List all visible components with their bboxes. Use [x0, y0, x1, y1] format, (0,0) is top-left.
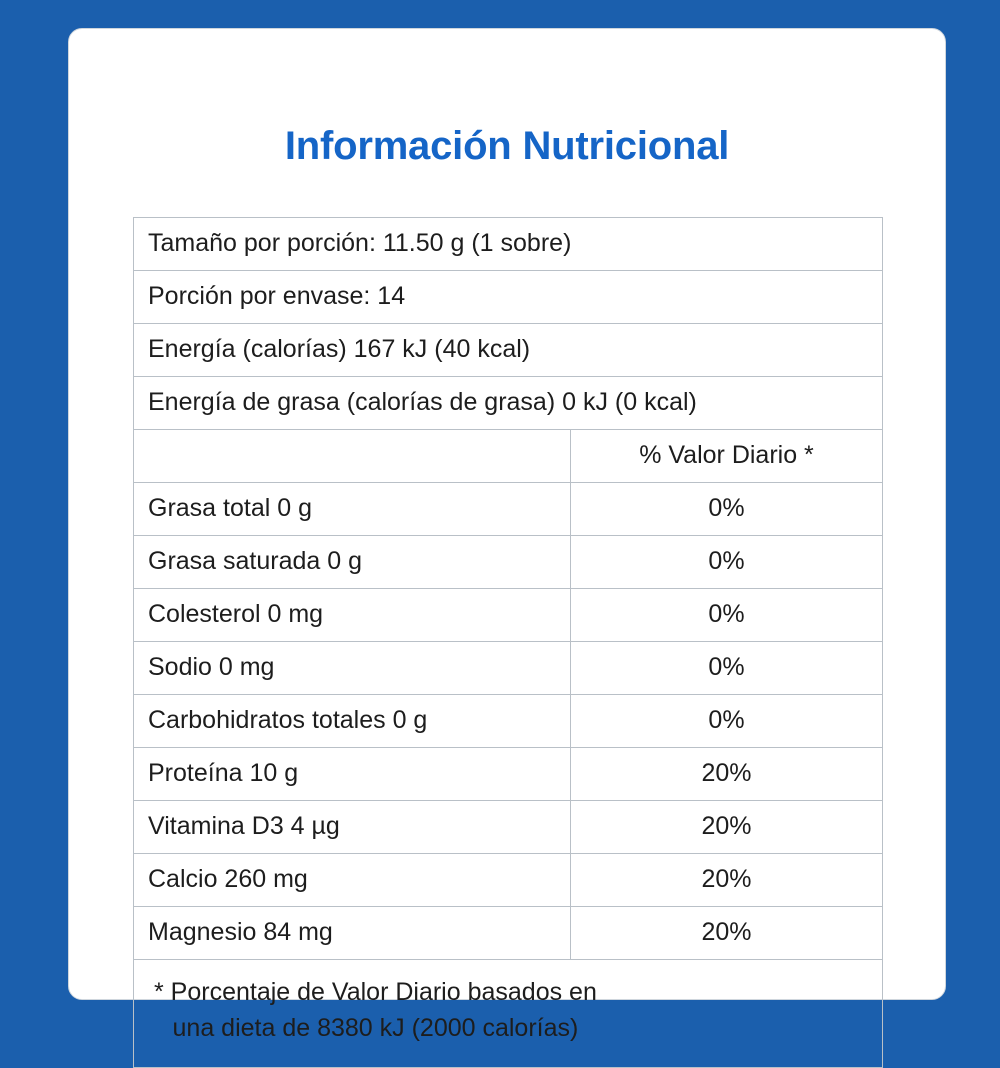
footnote — [134, 960, 617, 1067]
footnote-line-1: * Porcentaje de Valor Diario basados en — [154, 978, 597, 1006]
nutrition-table — [133, 217, 883, 1068]
table-row — [134, 854, 882, 907]
energy-from-fat: Energía de grasa (calorías de grasa) 0 kJ (0 kcal) — [148, 388, 697, 416]
nutrient-daily-value: 0% — [708, 653, 745, 681]
table-header-row — [134, 430, 882, 483]
nutrient-daily-value: 20% — [701, 812, 752, 840]
nutrient-daily-value: 20% — [701, 865, 752, 893]
table-row — [134, 536, 882, 589]
table-row — [134, 483, 882, 536]
nutrient-name: Calcio 260 mg — [134, 854, 571, 906]
serving-size: Tamaño por porción: 11.50 g (1 sobre) — [148, 229, 572, 257]
column-header-left — [134, 430, 571, 482]
nutrient-name: Colesterol 0 mg — [134, 589, 571, 641]
table-row — [134, 907, 882, 960]
nutrient-daily-value: 20% — [701, 918, 752, 946]
nutrient-name: Vitamina D3 4 µg — [134, 801, 571, 853]
table-row — [134, 801, 882, 854]
nutrient-daily-value: 0% — [708, 706, 745, 734]
nutrient-daily-value: 0% — [708, 494, 745, 522]
nutrient-name: Magnesio 84 mg — [134, 907, 571, 959]
nutrient-name: Grasa total 0 g — [134, 483, 571, 535]
table-row — [134, 218, 882, 271]
table-row — [134, 324, 882, 377]
table-row — [134, 377, 882, 430]
table-row — [134, 271, 882, 324]
table-row — [134, 695, 882, 748]
column-header-daily-value: % Valor Diario * — [639, 441, 814, 469]
table-footnote-row — [134, 960, 882, 1067]
table-row — [134, 748, 882, 801]
nutrient-name: Grasa saturada 0 g — [134, 536, 571, 588]
nutrient-name: Carbohidratos totales 0 g — [134, 695, 571, 747]
table-row — [134, 589, 882, 642]
nutrient-name: Sodio 0 mg — [134, 642, 571, 694]
page-title: Información Nutricional — [284, 124, 730, 168]
table-row — [134, 642, 882, 695]
nutrition-label-panel — [68, 28, 946, 1043]
servings-per-container: Porción por envase: 14 — [148, 282, 406, 310]
nutrient-daily-value: 0% — [708, 600, 745, 628]
energy: Energía (calorías) 167 kJ (40 kcal) — [148, 335, 531, 363]
footnote-line-2: una dieta de 8380 kJ (2000 calorías) — [172, 1014, 579, 1043]
nutrient-daily-value: 0% — [708, 547, 745, 575]
nutrient-name: Proteína 10 g — [134, 748, 571, 800]
nutrient-daily-value: 20% — [701, 759, 752, 787]
